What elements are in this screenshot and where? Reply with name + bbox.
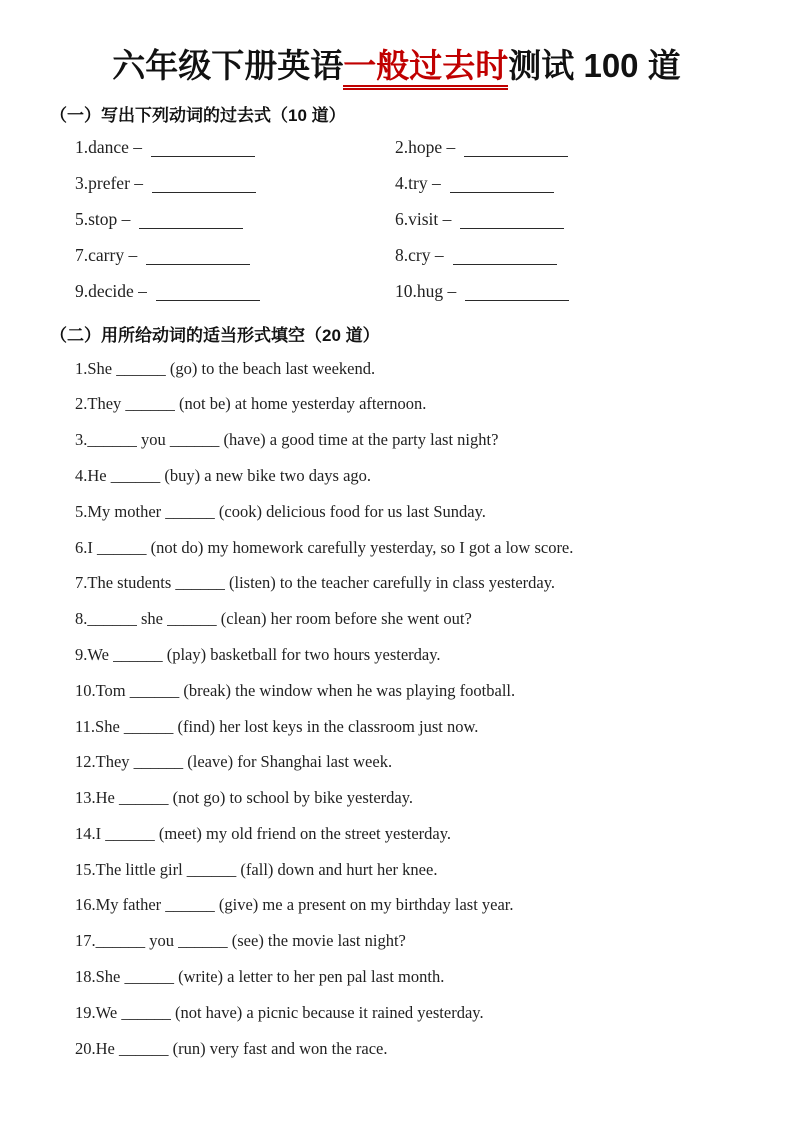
answer-blank-line	[152, 175, 256, 193]
answer-blank-line	[465, 283, 569, 301]
section1-heading: （一）写出下列动词的过去式（10 道）	[50, 105, 346, 125]
verb-item	[75, 274, 395, 310]
answer-blank-line	[453, 247, 557, 265]
question-item: 7.The students ______ (listen) to the teacher carefully in class yesterday.	[75, 573, 556, 593]
verb-list	[75, 130, 733, 310]
question-item: 13.He ______ (not go) to school by bike yesterday.	[75, 788, 414, 808]
verb-label: 2.hope –	[395, 137, 456, 158]
question-item: 17.______ you ______ (see) the movie last night?	[75, 931, 406, 951]
question-item: 12.They ______ (leave) for Shanghai last week.	[75, 752, 393, 772]
question-item: 15.The little girl ______ (fall) down and hurt her knee.	[75, 859, 438, 879]
verb-item	[395, 238, 733, 274]
title-prefix: 六年级下册英语	[112, 47, 344, 84]
question-item: 4.He ______ (buy) a new bike two days ago.	[75, 465, 372, 485]
verb-label: 4.try –	[395, 173, 441, 194]
page-title	[0, 0, 793, 90]
verb-label: 9.decide –	[75, 281, 147, 302]
answer-blank-line	[156, 283, 260, 301]
answer-blank-line	[139, 211, 243, 229]
question-item: 5.My mother ______ (cook) delicious food for us last Sunday.	[75, 501, 486, 521]
question-item: 20.He ______ (run) very fast and won the race.	[75, 1038, 388, 1058]
verb-label: 8.cry –	[395, 245, 444, 266]
question-item: 9.We ______ (play) basketball for two hours yesterday.	[75, 644, 441, 664]
verb-label: 7.carry –	[75, 245, 138, 266]
verb-label: 5.stop –	[75, 209, 131, 230]
verb-item	[395, 202, 733, 238]
verb-label: 3.prefer –	[75, 173, 144, 194]
question-item: 16.My father ______ (give) me a present on my birthday last year.	[75, 895, 514, 915]
answer-blank-line	[151, 139, 255, 157]
question-item: 11.She ______ (find) her lost keys in the classroom just now.	[75, 716, 479, 736]
answer-blank-line	[450, 175, 554, 193]
question-item: 19.We ______ (not have) a picnic because it rained yesterday.	[75, 1002, 484, 1022]
question-list	[75, 351, 763, 1067]
verb-label: 10.hug –	[395, 281, 457, 302]
question-item: 1.She ______ (go) to the beach last weekend.	[75, 358, 376, 378]
answer-blank-line	[146, 247, 250, 265]
verb-item	[395, 130, 733, 166]
verb-label: 1.dance –	[75, 137, 143, 158]
verb-item	[395, 166, 733, 202]
question-item: 2.They ______ (not be) at home yesterday afternoon.	[75, 394, 427, 414]
title-suffix: 测试 100 道	[508, 47, 681, 84]
question-item: 14.I ______ (meet) my old friend on the street yesterday.	[75, 823, 452, 843]
section2-heading: （二）用所给动词的适当形式填空（20 道）	[50, 325, 380, 345]
question-item: 3.______ you ______ (have) a good time at the party last night?	[75, 430, 499, 450]
verb-item	[75, 202, 395, 238]
title-highlight: 一般过去时	[343, 49, 508, 90]
question-item: 6.I ______ (not do) my homework carefully yesterday, so I got a low score.	[75, 537, 574, 557]
verb-label: 6.visit –	[395, 209, 452, 230]
answer-blank-line	[464, 139, 568, 157]
question-item: 18.She ______ (write) a letter to her pen pal last month.	[75, 967, 445, 987]
question-item: 10.Tom ______ (break) the window when he was playing football.	[75, 680, 516, 700]
verb-item	[75, 166, 395, 202]
answer-blank-line	[460, 211, 564, 229]
verb-item	[75, 238, 395, 274]
question-item: 8.______ she ______ (clean) her room before she went out?	[75, 609, 472, 629]
verb-item	[75, 130, 395, 166]
verb-item	[395, 274, 733, 310]
